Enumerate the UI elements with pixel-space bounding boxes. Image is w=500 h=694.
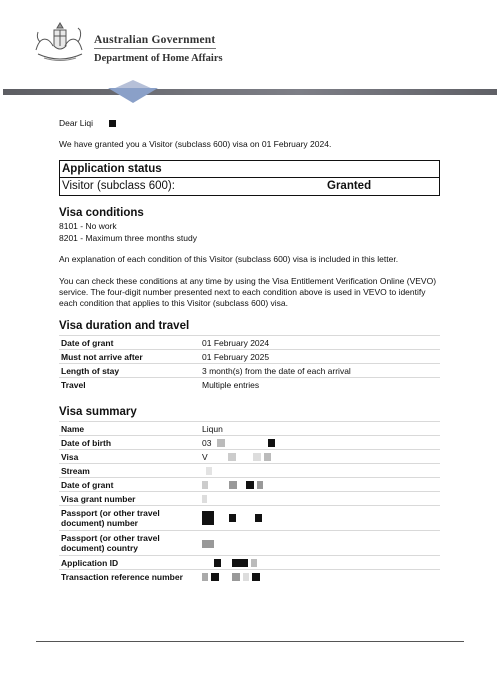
row-label: Stream [59, 464, 200, 478]
row-value [200, 478, 440, 492]
table-row [59, 436, 440, 450]
header-divider [94, 48, 216, 49]
row-value [200, 556, 440, 570]
band-ornament [108, 88, 158, 103]
redaction-blur [253, 453, 261, 461]
redaction-blur [232, 573, 240, 581]
row-label: Must not arrive after [59, 350, 200, 364]
application-status-title: Application status [62, 163, 162, 175]
row-value [200, 531, 440, 556]
table-row [59, 556, 440, 570]
coat-of-arms-logo [30, 20, 88, 68]
table-row [59, 364, 440, 378]
redaction-blur [217, 439, 225, 447]
row-label: Date of grant [59, 336, 200, 350]
redaction-blur [206, 467, 212, 475]
department-name: Department of Home Affairs [94, 53, 223, 64]
row-label: Passport (or other travel document) country [59, 531, 200, 556]
visa-subclass-label: Visitor (subclass 600): [62, 180, 175, 192]
duration-travel-table [59, 335, 440, 391]
row-label: Length of stay [59, 364, 200, 378]
government-name: Australian Government [94, 34, 216, 46]
table-row [59, 492, 440, 506]
table-row [59, 336, 440, 350]
table-row [59, 506, 440, 531]
table-row [59, 478, 440, 492]
redaction-mark [255, 514, 262, 522]
row-label: Name [59, 422, 200, 436]
duration-travel-title: Visa duration and travel [59, 320, 190, 332]
table-row [59, 422, 440, 436]
footer-divider [36, 641, 464, 642]
redaction-blur [202, 481, 208, 489]
row-value: 01 February 2025 [200, 350, 440, 364]
table-row [59, 570, 440, 584]
row-label: Visa grant number [59, 492, 200, 506]
row-value-text: V [202, 451, 208, 462]
redaction-blur [202, 495, 207, 503]
vevo-note: You can check these conditions at any time by using the Visa Entitlement Verification Online (VEVO) service. The four-digit number presented next to each condition above is used in VEVO to identify each condition that applies to this Visitor (subclass 600) visa. [59, 276, 437, 308]
redaction-blur [229, 481, 237, 489]
table-row [59, 531, 440, 556]
table-row [59, 464, 440, 478]
row-value [200, 570, 440, 584]
row-value [200, 450, 440, 464]
row-label: Transaction reference number [59, 570, 200, 584]
status-box-divider [60, 177, 439, 178]
redaction-blur [243, 573, 249, 581]
visa-conditions-title: Visa conditions [59, 207, 144, 219]
redaction-blur [202, 540, 214, 548]
redaction-mark [214, 559, 221, 567]
status-value: Granted [327, 180, 372, 192]
redaction-blur [251, 559, 257, 567]
condition-item: 8201 - Maximum three months study [59, 233, 197, 243]
conditions-explanation: An explanation of each condition of this Visitor (subclass 600) visa is included in this letter. [59, 254, 399, 264]
redaction-blur [264, 453, 271, 461]
redaction-blur [202, 573, 208, 581]
row-label: Travel [59, 378, 200, 392]
row-label: Visa [59, 450, 200, 464]
salutation [59, 118, 116, 129]
redaction-mark [211, 573, 219, 581]
row-value: Liqun [200, 422, 440, 436]
condition-item: 8101 - No work [59, 221, 117, 231]
row-value: Multiple entries [200, 378, 440, 392]
table-row [59, 350, 440, 364]
row-value [200, 464, 440, 478]
row-value [200, 492, 440, 506]
redaction-mark [232, 559, 248, 567]
redaction-mark [252, 573, 260, 581]
header-band [3, 89, 497, 95]
row-value: 3 month(s) from the date of each arrival [200, 364, 440, 378]
row-value [200, 436, 440, 450]
grant-sentence: We have granted you a Visitor (subclass 600) visa on 01 February 2024. [59, 139, 332, 149]
row-value: 01 February 2024 [200, 336, 440, 350]
table-row [59, 378, 440, 392]
visa-summary-table [59, 421, 440, 583]
redaction-mark [268, 439, 275, 447]
visa-summary-title: Visa summary [59, 406, 137, 418]
redaction-mark [109, 120, 116, 127]
row-label: Application ID [59, 556, 200, 570]
row-value [200, 506, 440, 531]
redaction-blur [228, 453, 236, 461]
salutation-text: Dear Liqi [59, 118, 94, 128]
row-label: Date of grant [59, 478, 200, 492]
row-label: Passport (or other travel document) number [59, 506, 200, 531]
redaction-mark [229, 514, 236, 522]
table-row [59, 450, 440, 464]
redaction-mark [246, 481, 254, 489]
redaction-mark [202, 511, 214, 525]
row-label: Date of birth [59, 436, 200, 450]
row-value-text: 03 [202, 437, 212, 448]
redaction-blur [257, 481, 263, 489]
